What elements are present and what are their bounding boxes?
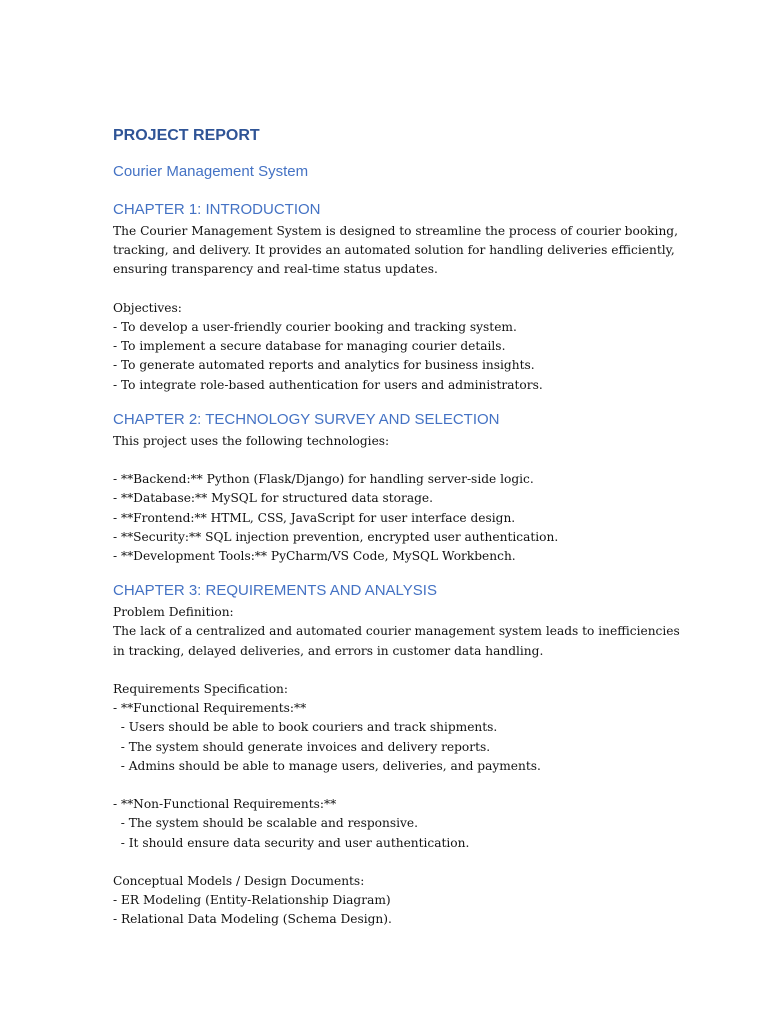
document-title: PROJECT REPORT xyxy=(113,127,260,144)
blank-line xyxy=(113,280,668,299)
text-line: tracking, and delivery. It provides an automated solution for handling deliveries efficiently, xyxy=(113,243,675,258)
blank-line xyxy=(113,853,668,872)
text-line: - **Non-Functional Requirements:** xyxy=(113,797,337,812)
text-line: - **Security:** SQL injection prevention, encrypted user authentication. xyxy=(113,529,559,544)
chapter-heading: CHAPTER 3: REQUIREMENTS AND ANALYSIS xyxy=(113,582,437,600)
text-line: - **Backend:** Python (Flask/Django) for handling server-side logic. xyxy=(113,472,534,487)
text-line: - The system should be scalable and responsive. xyxy=(113,816,418,831)
chapter-heading: CHAPTER 1: INTRODUCTION xyxy=(113,201,321,218)
text-line: Requirements Specification: xyxy=(113,682,289,697)
text-line: - **Frontend:** HTML, CSS, JavaScript for user interface design. xyxy=(113,510,516,525)
text-line: This project uses the following technologies: xyxy=(113,433,390,448)
chapter-section xyxy=(113,410,668,566)
chapter-section xyxy=(113,200,678,395)
text-line: - To integrate role-based authentication for users and administrators. xyxy=(113,377,543,392)
blank-line xyxy=(113,661,668,680)
text-line: - Relational Data Modeling (Schema Design). xyxy=(113,912,392,927)
text-line: - To implement a secure database for managing courier details. xyxy=(113,339,506,354)
blank-line xyxy=(113,776,668,795)
text-line: ensuring transparency and real-time status updates. xyxy=(113,262,438,277)
text-line: - **Development Tools:** PyCharm/VS Code, MySQL Workbench. xyxy=(113,549,516,564)
text-line: Conceptual Models / Design Documents: xyxy=(113,874,365,889)
text-line: The lack of a centralized and automated courier management system leads to inefficiencies xyxy=(113,624,680,639)
text-line: - Admins should be able to manage users, deliveries, and payments. xyxy=(113,758,541,773)
chapters-container xyxy=(113,200,680,930)
text-line: - The system should generate invoices and delivery reports. xyxy=(113,739,491,754)
text-line: - To generate automated reports and analytics for business insights. xyxy=(113,358,535,373)
document-subtitle: Courier Management System xyxy=(113,163,309,180)
chapter-heading: CHAPTER 2: TECHNOLOGY SURVEY AND SELECTION xyxy=(113,410,500,428)
text-line: - ER Modeling (Entity-Relationship Diagram) xyxy=(113,893,391,908)
blank-line xyxy=(113,451,668,470)
text-line: Problem Definition: xyxy=(113,605,234,620)
text-line: in tracking, delayed deliveries, and errors in customer data handling. xyxy=(113,643,544,658)
text-line: - To develop a user-friendly courier booking and tracking system. xyxy=(113,320,517,334)
text-line: The Courier Management System is designed to streamline the process of courier booking, xyxy=(113,224,678,238)
text-line: - It should ensure data security and user authentication. xyxy=(113,835,470,850)
text-line: - **Functional Requirements:** xyxy=(113,701,307,716)
text-line: Objectives: xyxy=(113,300,182,315)
chapter-section xyxy=(113,581,680,929)
text-line: - **Database:** MySQL for structured data storage. xyxy=(113,491,433,506)
text-line: - Users should be able to book couriers and track shipments. xyxy=(113,720,498,735)
